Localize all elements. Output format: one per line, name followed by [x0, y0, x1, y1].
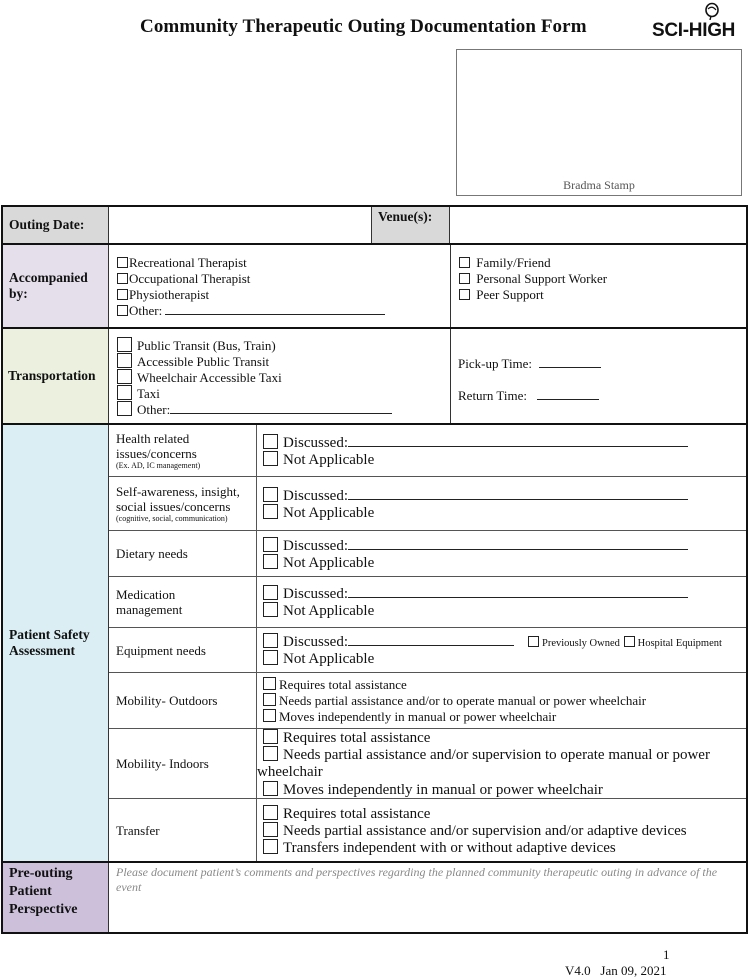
discussed-text-line[interactable]	[348, 538, 688, 550]
psa-options	[257, 425, 746, 476]
transportation-times	[450, 329, 746, 423]
option-label: Other:	[137, 402, 171, 417]
option-requires-total-assistance[interactable]	[263, 677, 746, 693]
outing-date-row	[3, 207, 746, 245]
pre-outing-label-line1: Pre-outing	[9, 866, 73, 881]
venue-field[interactable]	[450, 207, 746, 243]
pickup-time-field[interactable]	[539, 356, 601, 368]
outing-date-field[interactable]	[109, 207, 371, 243]
checkbox[interactable]	[263, 693, 276, 706]
option-moves-independently[interactable]	[263, 781, 726, 798]
option-not-applicable[interactable]	[263, 650, 746, 667]
option-label: Moves independently in manual or power wheelchair	[279, 708, 557, 724]
psa-mobility-indoors-row	[109, 729, 746, 799]
item-title: Mobility- Outdoors	[116, 693, 218, 708]
option-label: Hospital Equipment	[637, 638, 722, 649]
option-previously-owned[interactable]	[528, 638, 620, 649]
sci-high-logo	[652, 2, 744, 42]
checkbox[interactable]	[263, 709, 276, 722]
checkbox[interactable]	[459, 273, 470, 284]
option-label: Discussed:	[283, 487, 348, 504]
option-needs-partial-assistance[interactable]	[263, 822, 746, 839]
option-label: Physiotherapist	[129, 287, 210, 302]
option-label: Accessible Public Transit	[137, 354, 270, 369]
option-label: Not Applicable	[283, 554, 375, 571]
option-label: Discussed:	[283, 634, 348, 650]
transportation-label: Transportation	[3, 329, 109, 423]
option-label: Not Applicable	[283, 451, 375, 468]
pre-outing-label	[3, 863, 109, 932]
checkbox[interactable]	[263, 650, 278, 665]
return-time-label: Return Time:	[458, 388, 527, 403]
option-label: Public Transit (Bus, Train)	[137, 338, 276, 353]
option-wheelchair-accessible-taxi[interactable]	[117, 369, 450, 385]
option-label: Discussed:	[283, 537, 348, 554]
checkbox[interactable]	[263, 537, 278, 552]
psa-options	[257, 729, 746, 798]
psa-item-name	[109, 799, 257, 861]
psa-dietary-row	[109, 531, 746, 577]
item-title: Transfer	[116, 822, 160, 838]
bradma-stamp-area	[456, 49, 742, 196]
option-label: Other:	[129, 303, 163, 318]
patient-safety-label	[3, 425, 109, 861]
checkbox[interactable]	[263, 554, 278, 569]
psa-item-name	[109, 673, 257, 728]
patient-safety-section	[3, 425, 746, 863]
option-label: Discussed:	[283, 586, 348, 602]
checkbox[interactable]	[459, 257, 470, 268]
return-time	[458, 388, 746, 404]
option-label: Previously Owned	[542, 638, 620, 649]
option-label: Peer Support	[476, 287, 544, 302]
checkbox[interactable]	[117, 385, 132, 400]
option-moves-independently[interactable]	[263, 709, 746, 725]
checkbox[interactable]	[263, 504, 278, 519]
option-label: Not Applicable	[283, 504, 375, 521]
option-label: Not Applicable	[283, 603, 375, 619]
option-personal-support-worker[interactable]	[459, 271, 746, 287]
item-title: Equipment needs	[116, 642, 206, 658]
option-discussed[interactable]	[263, 633, 746, 650]
venue-label: Venue(s):	[378, 209, 433, 224]
option-public-transit[interactable]	[117, 337, 450, 353]
option-label: Requires total assistance	[279, 676, 407, 692]
psa-options	[257, 799, 746, 861]
option-label: Not Applicable	[283, 651, 375, 667]
psa-transfer-row	[109, 799, 746, 861]
checkbox[interactable]	[263, 633, 278, 648]
checkbox[interactable]	[117, 369, 132, 384]
checkbox[interactable]	[117, 401, 132, 416]
accompanied-label	[3, 245, 109, 327]
form-title: Community Therapeutic Outing Documentation Form	[140, 16, 587, 37]
checkbox[interactable]	[263, 585, 278, 600]
discussed-text-line[interactable]	[348, 586, 688, 598]
patient-safety-label-line1: Patient Safety	[9, 627, 90, 642]
option-discussed[interactable]	[263, 537, 746, 554]
checkbox[interactable]	[263, 781, 278, 796]
version-date: V4.0 Jan 09, 2021	[565, 963, 667, 978]
item-title: Self-awareness, insight, social issues/concerns	[116, 483, 240, 514]
option-label: Family/Friend	[476, 255, 551, 270]
psa-options	[257, 531, 746, 576]
option-requires-total-assistance[interactable]	[263, 805, 746, 822]
option-label: Requires total assistance	[283, 730, 431, 746]
option-occupational-therapist[interactable]	[117, 271, 450, 287]
checkbox[interactable]	[117, 305, 128, 316]
discussed-text-line[interactable]	[348, 634, 514, 646]
checkbox[interactable]	[624, 636, 635, 647]
option-hospital-equipment[interactable]	[624, 638, 722, 649]
option-label: Transfers independent with or without adaptive devices	[283, 839, 616, 856]
checkbox[interactable]	[263, 677, 276, 690]
checkbox[interactable]	[263, 729, 278, 744]
checkbox[interactable]	[263, 805, 278, 820]
checkbox[interactable]	[263, 822, 278, 837]
option-taxi[interactable]	[117, 385, 450, 401]
venue-label-cell	[371, 207, 450, 243]
option-peer-support[interactable]	[459, 287, 746, 303]
accompanied-label-line2: by:	[9, 286, 28, 301]
psa-item-name	[109, 729, 257, 798]
checkbox[interactable]	[263, 746, 278, 761]
item-title: Mobility- Indoors	[116, 756, 209, 771]
psa-item-name	[109, 577, 257, 627]
checkbox[interactable]	[117, 289, 128, 300]
option-accessible-public-transit[interactable]	[117, 353, 450, 369]
logo-text: SCI-HIGH	[652, 20, 736, 41]
accompanied-row	[3, 245, 746, 329]
item-title: Health related issues/concerns	[116, 430, 197, 461]
outing-form	[1, 205, 748, 934]
option-label: Taxi	[137, 386, 160, 401]
patient-perspective-textarea[interactable]	[109, 863, 746, 932]
option-physiotherapist[interactable]	[117, 287, 450, 303]
psa-equipment-row	[109, 628, 746, 673]
pre-outing-row	[3, 863, 746, 932]
pre-outing-label-line3: Perspective	[9, 902, 78, 917]
option-label: Discussed:	[283, 434, 348, 451]
checkbox[interactable]	[528, 636, 539, 647]
checkbox[interactable]	[263, 434, 278, 449]
pre-outing-label-line2: Patient	[9, 884, 52, 899]
option-label: Recreational Therapist	[129, 255, 247, 270]
discussed-text-line[interactable]	[348, 435, 688, 447]
psa-item-name	[109, 477, 257, 530]
psa-item-name	[109, 531, 257, 576]
option-label: Occupational Therapist	[129, 271, 251, 286]
patient-perspective-placeholder: Please document patient’s comments and perspectives regarding the planned community therapeutic outing in advance of the event	[116, 865, 718, 894]
checkbox[interactable]	[263, 451, 278, 466]
option-other[interactable]	[117, 303, 450, 319]
accompanied-label-line1: Accompanied	[9, 270, 88, 285]
psa-medication-row	[109, 577, 746, 628]
checkbox[interactable]	[263, 602, 278, 617]
option-not-applicable[interactable]	[263, 602, 746, 619]
item-title: Dietary needs	[116, 546, 188, 561]
pickup-time	[458, 356, 746, 372]
option-label: Needs partial assistance and/or to operate manual or power wheelchair	[279, 692, 647, 708]
other-text-line[interactable]	[170, 402, 392, 414]
psa-self-awareness-row	[109, 477, 746, 531]
discussed-text-line[interactable]	[348, 488, 688, 500]
option-transfers-independent[interactable]	[263, 839, 746, 856]
checkbox[interactable]	[263, 487, 278, 502]
option-requires-total-assistance[interactable]	[263, 729, 726, 746]
accompanied-left-options	[109, 245, 450, 327]
transportation-row	[3, 329, 746, 425]
accompanied-right-options	[450, 245, 746, 327]
option-needs-partial-assistance[interactable]	[263, 693, 746, 709]
option-label: Moves independently in manual or power wheelchair	[283, 782, 603, 798]
option-discussed[interactable]	[263, 434, 746, 451]
item-note: (cognitive, social, communication)	[116, 513, 228, 523]
other-text-line[interactable]	[165, 303, 385, 315]
stamp-label: Bradma Stamp	[563, 178, 635, 192]
head-profile-icon	[704, 2, 720, 20]
option-label: Requires total assistance	[283, 805, 431, 822]
return-time-field[interactable]	[537, 388, 599, 400]
checkbox[interactable]	[459, 289, 470, 300]
option-not-applicable[interactable]	[263, 504, 746, 521]
option-not-applicable[interactable]	[263, 451, 746, 468]
psa-options	[257, 673, 746, 728]
item-title: Medication management	[116, 587, 183, 617]
transportation-options	[109, 329, 450, 423]
option-label: Wheelchair Accessible Taxi	[137, 370, 282, 385]
psa-options	[257, 628, 746, 672]
checkbox[interactable]	[263, 839, 278, 854]
psa-item-name	[109, 425, 257, 476]
option-needs-partial-assistance[interactable]	[257, 746, 726, 781]
patient-safety-label-line2: Assessment	[9, 643, 75, 658]
psa-mobility-outdoors-row	[109, 673, 746, 729]
option-not-applicable[interactable]	[263, 554, 746, 571]
option-family-friend[interactable]	[459, 255, 746, 271]
option-recreational-therapist[interactable]	[117, 255, 450, 271]
psa-options	[257, 577, 746, 627]
option-label: Needs partial assistance and/or supervision to operate manual or power wheelchair	[257, 747, 710, 780]
page-number: 1	[663, 947, 670, 962]
psa-item-name	[109, 628, 257, 672]
option-other[interactable]	[117, 401, 450, 417]
pickup-time-label: Pick-up Time:	[458, 356, 533, 371]
option-discussed[interactable]	[263, 585, 746, 602]
psa-options	[257, 477, 746, 530]
checkbox[interactable]	[117, 257, 128, 268]
checkbox[interactable]	[117, 273, 128, 284]
option-label: Personal Support Worker	[476, 271, 608, 286]
outing-date-label: Outing Date:	[3, 207, 109, 243]
option-discussed[interactable]	[263, 487, 746, 504]
option-label: Needs partial assistance and/or supervision and/or adaptive devices	[283, 822, 687, 839]
item-note: (Ex. AD, IC management)	[116, 460, 201, 470]
checkbox[interactable]	[117, 353, 132, 368]
checkbox[interactable]	[117, 337, 132, 352]
psa-health-row	[109, 425, 746, 477]
